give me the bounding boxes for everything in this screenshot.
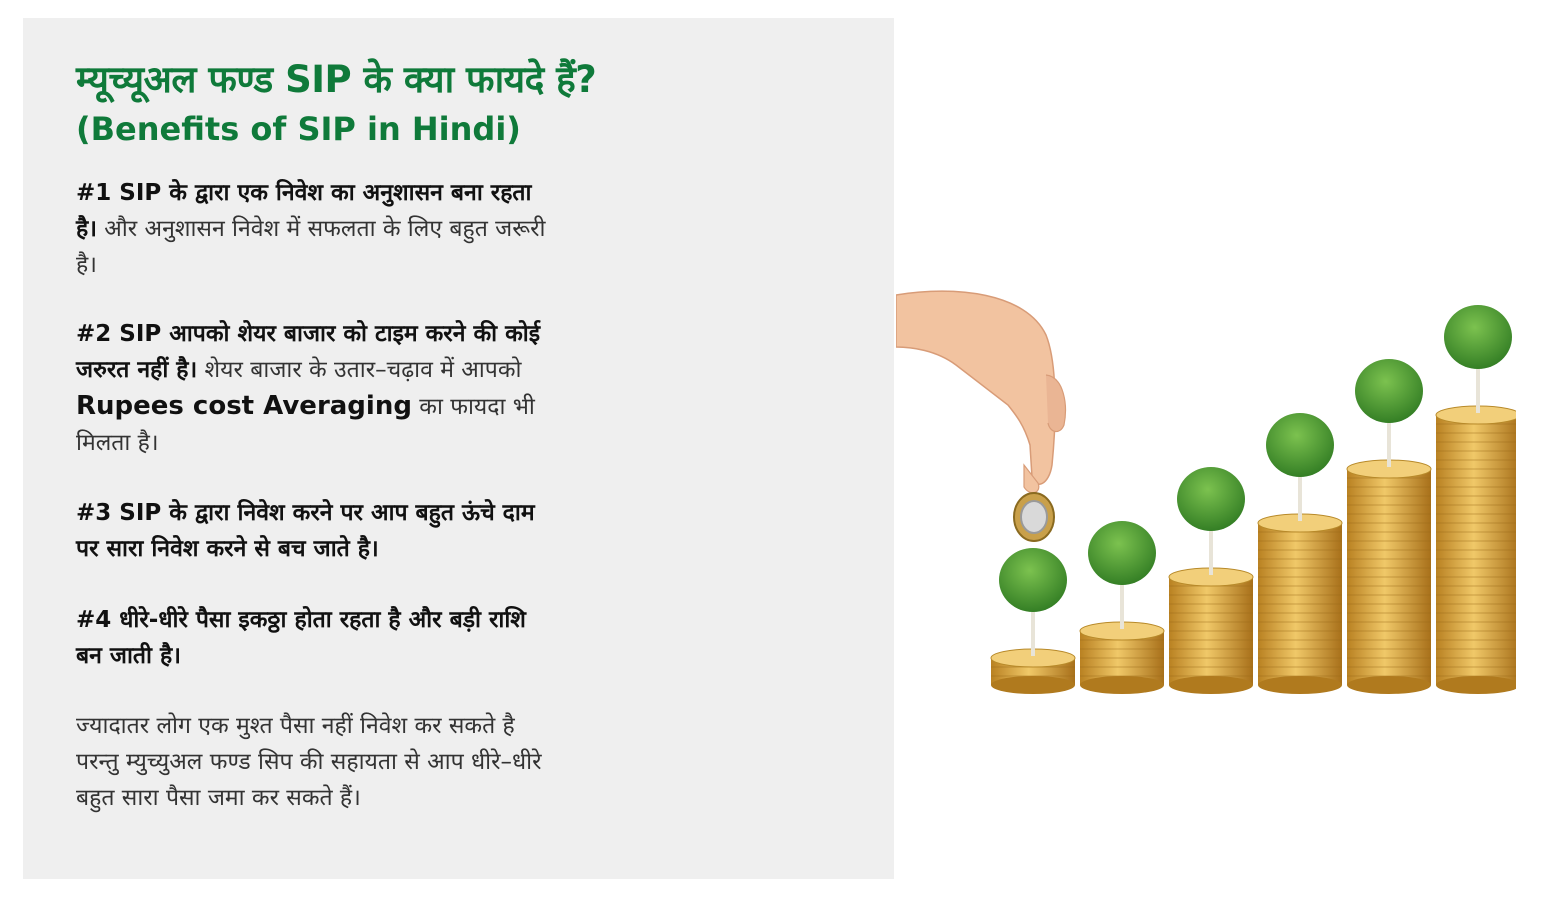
page-title-english: (Benefits of SIP in Hindi) bbox=[76, 110, 521, 148]
tree-icon bbox=[1355, 359, 1423, 423]
tree-icon bbox=[1444, 305, 1512, 369]
benefit-1 bbox=[76, 175, 556, 283]
benefit-2-bold: #2 SIP आपको शेयर बाजार को टाइम करने की कोई जरुरत नहीं है। bbox=[76, 321, 541, 383]
benefit-2-emphasis: Rupees cost Averaging bbox=[76, 391, 412, 421]
benefit-1-bold: #1 SIP के द्वारा एक निवेश का अनुशासन बना रहता है। bbox=[76, 180, 532, 242]
page-title-hindi: म्यूच्यूअल फण्ड SIP के क्या फायदे हैं? bbox=[76, 58, 597, 101]
hand-icon bbox=[896, 291, 1065, 493]
tree-icon bbox=[1088, 521, 1156, 585]
coin-stack bbox=[991, 548, 1075, 694]
coin-growth-illustration bbox=[896, 255, 1516, 705]
benefit-2-text: शेयर बाजार के उतार–चढ़ाव में आपको bbox=[197, 357, 522, 383]
benefit-4 bbox=[76, 602, 556, 674]
coin-stack bbox=[1169, 467, 1253, 694]
benefit-1-text: और अनुशासन निवेश में सफलता के लिए बहुत जरूरी है। bbox=[76, 216, 546, 278]
benefit-2-tail: का फायदा भी मिलता है। bbox=[76, 394, 535, 456]
tree-icon bbox=[1266, 413, 1334, 477]
coin-stacks bbox=[991, 305, 1516, 694]
benefit-4-bold: #4 धीरे-धीरे पैसा इकठ्ठा होता रहता है और बड़ी राशि बन जाती है। bbox=[76, 607, 526, 669]
coin-stack bbox=[1258, 413, 1342, 694]
tree-icon bbox=[1177, 467, 1245, 531]
benefit-3-bold: #3 SIP के द्वारा निवेश करने पर आप बहुत ऊंचे दाम पर सारा निवेश करने से बच जाते है। bbox=[76, 500, 535, 562]
closing-paragraph: ज्यादातर लोग एक मुश्त पैसा नहीं निवेश कर सकते है परन्तु म्युच्युअल फण्ड सिप की सहायता से आप धीरे–धीरे बहुत सारा पैसा जमा कर सकते हैं। bbox=[76, 713, 542, 811]
benefit-2 bbox=[76, 316, 556, 461]
coin-stack bbox=[1347, 359, 1431, 694]
coin-stack bbox=[1080, 521, 1164, 694]
tree-icon bbox=[999, 548, 1067, 612]
benefit-3 bbox=[76, 495, 556, 567]
falling-coin-icon bbox=[1014, 493, 1054, 541]
coin-stack bbox=[1436, 305, 1516, 694]
